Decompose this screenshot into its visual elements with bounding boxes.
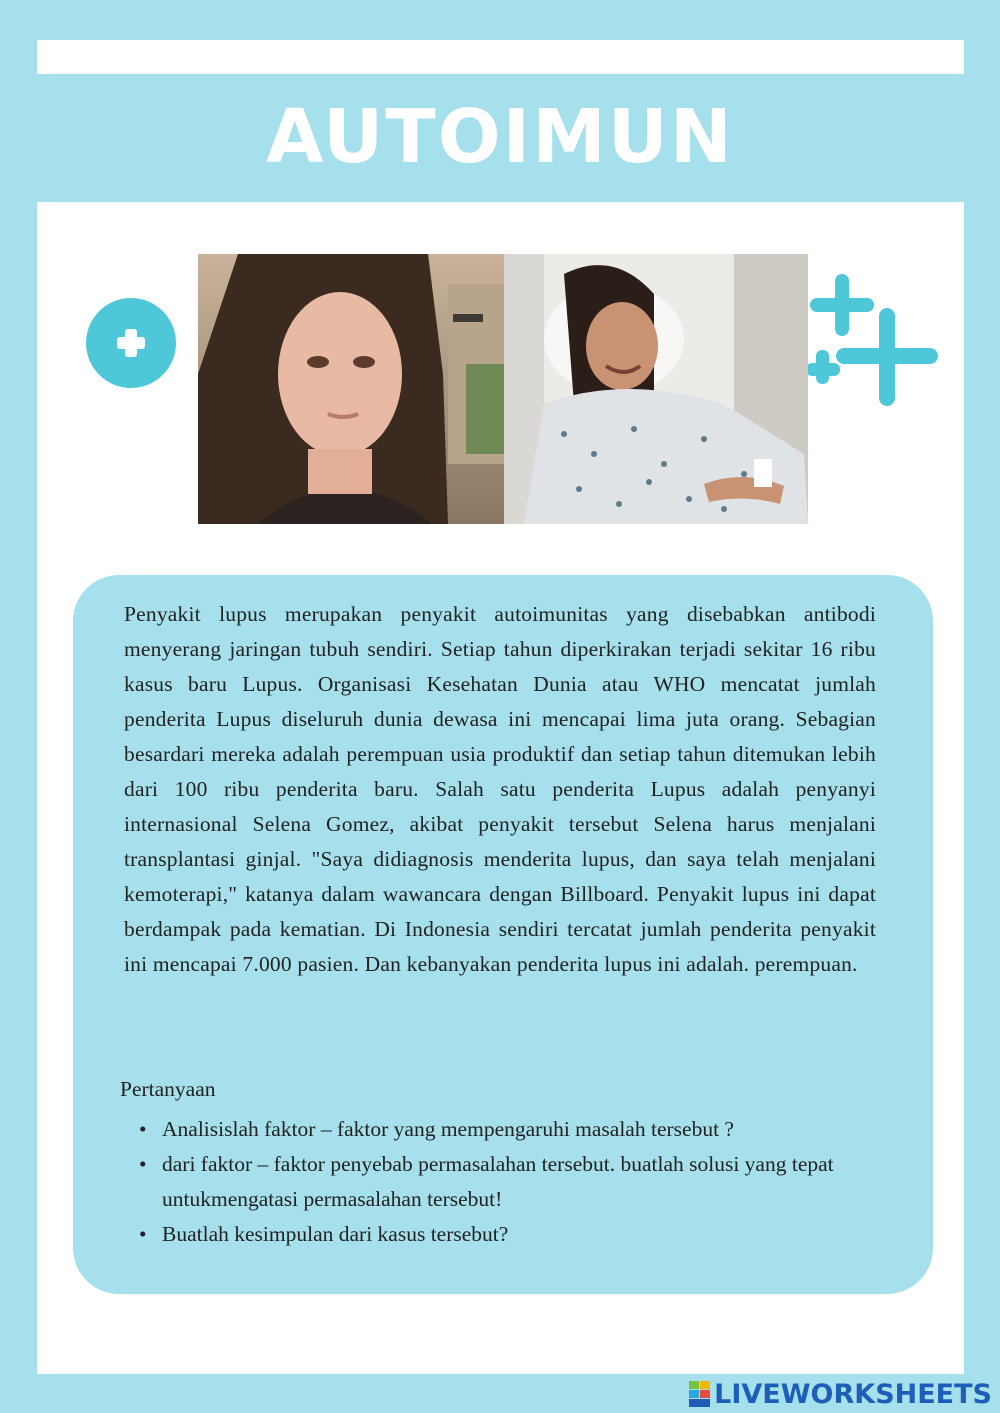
hospital-photo bbox=[504, 254, 808, 524]
question-item bbox=[137, 1147, 877, 1217]
questions-list bbox=[137, 1112, 877, 1252]
question-text: dari faktor – faktor penyebab permasalahan tersebut. buatlah solusi yang tepat untukmengatasi permasalahan tersebut! bbox=[162, 1152, 834, 1211]
question-text: Buatlah kesimpulan dari kasus tersebut? bbox=[162, 1222, 509, 1246]
question-item bbox=[137, 1217, 877, 1252]
brand-name: LIVEWORKSHEETS bbox=[714, 1378, 992, 1410]
photo-collage bbox=[198, 254, 808, 524]
brand-watermark[interactable] bbox=[689, 1378, 992, 1410]
question-item bbox=[137, 1112, 877, 1147]
bullet-icon: • bbox=[139, 1152, 147, 1176]
liveworksheets-logo-icon bbox=[689, 1381, 711, 1407]
plus-cluster-icon bbox=[806, 270, 941, 415]
top-strip bbox=[37, 40, 964, 74]
questions-heading: Pertanyaan bbox=[120, 1077, 216, 1101]
question-text: Analisislah faktor – faktor yang mempengaruhi masalah tersebut ? bbox=[162, 1117, 734, 1141]
plus-circle-icon bbox=[86, 298, 176, 388]
selfie-photo bbox=[198, 254, 506, 524]
article-box bbox=[73, 575, 933, 1294]
bullet-icon: • bbox=[139, 1117, 147, 1141]
article-paragraph: Penyakit lupus merupakan penyakit autoimunitas yang disebabkan antibodi menyerang jaringan tubuh sendiri. Setiap tahun diperkirakan terjadi sekitar 16 ribu kasus baru Lupus. Organisasi Kesehatan Dunia atau WHO mencatat jumlah penderita Lupus diseluruh dunia dewasa ini mencapai lima juta orang. Sebagian besardari mereka adalah perempuan usia produktif dan setiap tahun ditemukan lebih dari 100 ribu penderita baru. Salah satu penderita Lupus adalah penyanyi internasional Selena Gomez, akibat penyakit tersebut Selena harus menjalani transplantasi ginjal. "Saya didiagnosis menderita lupus, dan saya telah menjalani kemoterapi," katanya dalam wawancara dengan Billboard. Penyakit lupus ini dapat berdampak pada kematian. Di Indonesia sendiri tercatat jumlah penderita penyakit ini mencapai 7.000 pasien. Dan kebanyakan penderita lupus ini adalah. perempuan. bbox=[124, 602, 876, 976]
page-title: AUTOIMUN bbox=[266, 94, 734, 180]
bullet-icon: • bbox=[139, 1222, 147, 1246]
